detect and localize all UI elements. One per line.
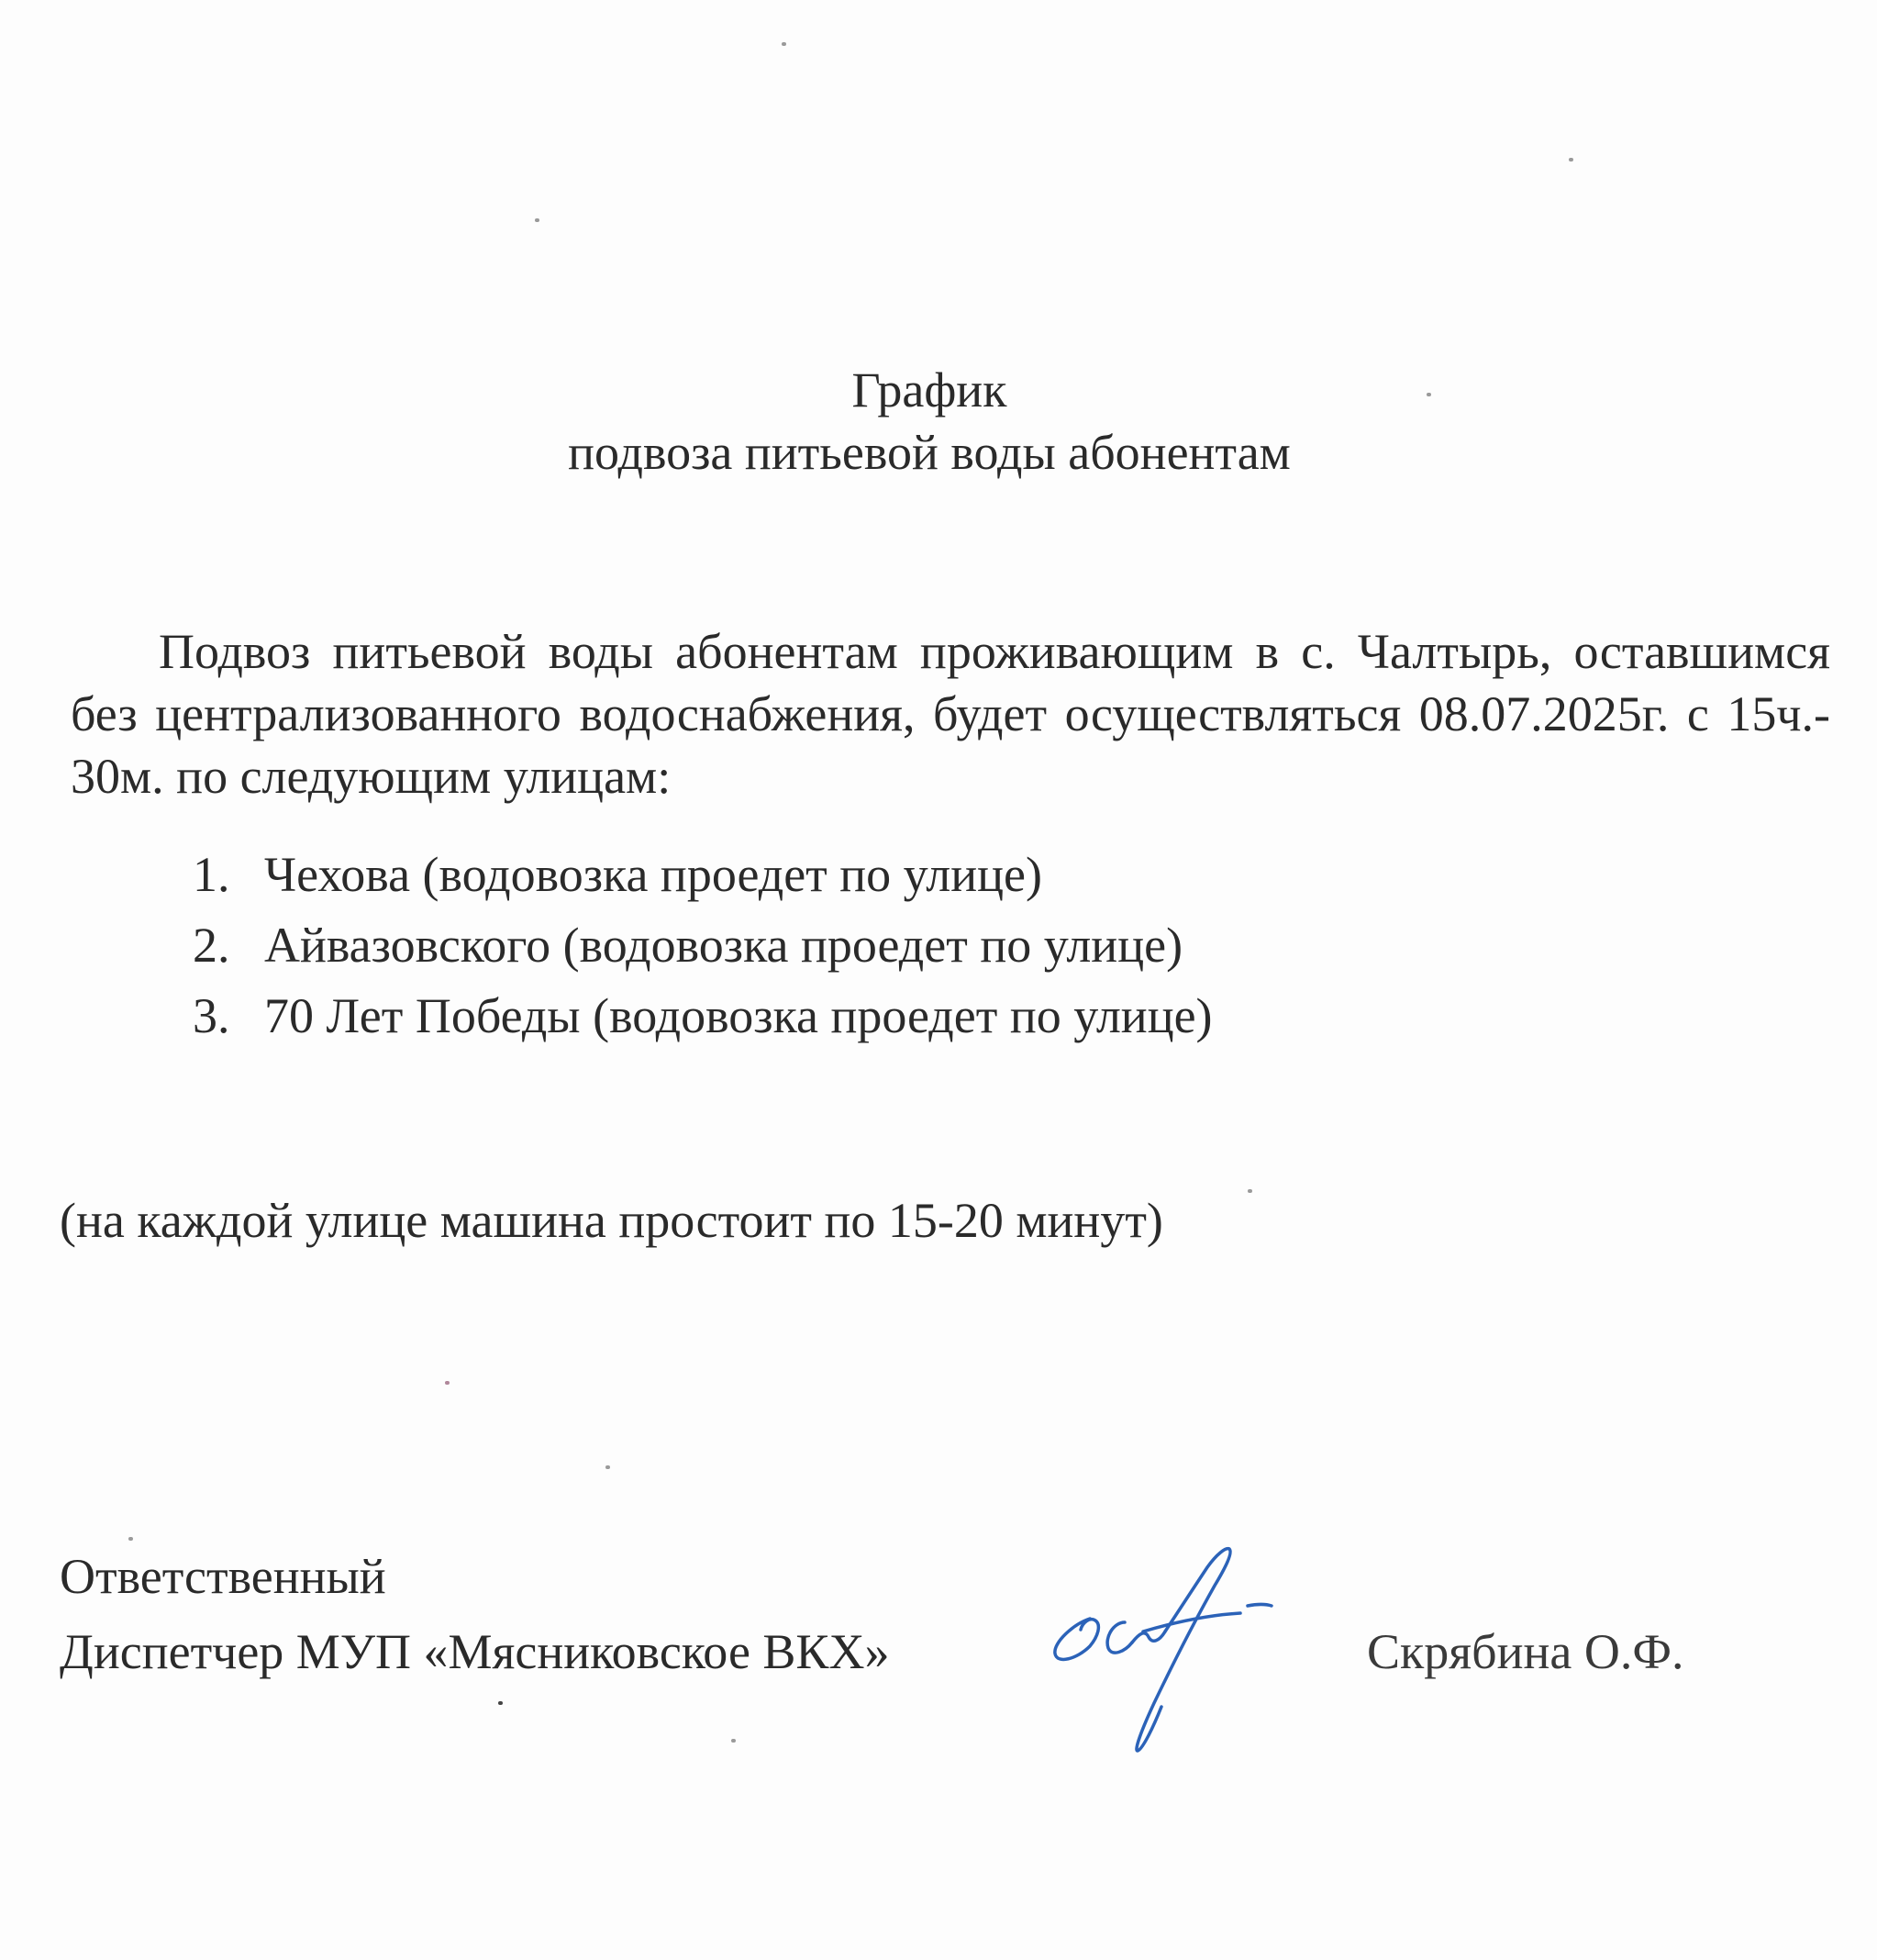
scan-speck [445,1381,450,1385]
street-item [193,910,1213,981]
street-item [193,981,1213,1052]
street-text: Айвазовского (водовозка проедет по улице) [264,918,1183,973]
stop-duration-note: (на каждой улице машина простоит по 15-20 минут) [60,1193,1163,1248]
scan-speck [1569,158,1573,161]
street-number: 3. [193,988,230,1043]
street-number: 2. [193,918,230,973]
announcement-paragraph: Подвоз питьевой воды абонентам проживающим в с. Чалтырь, оставшимся без централизованного водоснабжения, будет осуществляться 08.07.2025г. с 15ч.- 30м. по следующим улицам: [71,624,1830,804]
scan-speck [782,42,786,46]
document-subtitle: подвоза питьевой воды абонентам [568,425,1291,480]
scan-speck [605,1465,610,1469]
signer-role-line-1: Ответственный [60,1549,386,1604]
street-text: Чехова (водовозка проедет по улице) [264,847,1042,902]
street-number: 1. [193,847,230,902]
signer-role-line-2: Диспетчер МУП «Мясниковское ВКХ» [60,1624,890,1679]
street-text: 70 Лет Победы (водовозка проедет по улице) [264,988,1213,1043]
scan-speck [731,1739,736,1743]
scan-speck [498,1701,503,1705]
scan-speck [128,1537,133,1541]
scan-speck [535,218,539,222]
document-title: График [851,362,1007,418]
handwritten-signature [1046,1542,1284,1771]
signer-name: Скрябина О.Ф. [1367,1624,1684,1679]
street-list [193,840,1213,1052]
scan-speck [1248,1189,1252,1193]
scan-speck [1427,393,1431,396]
street-item [193,840,1213,910]
